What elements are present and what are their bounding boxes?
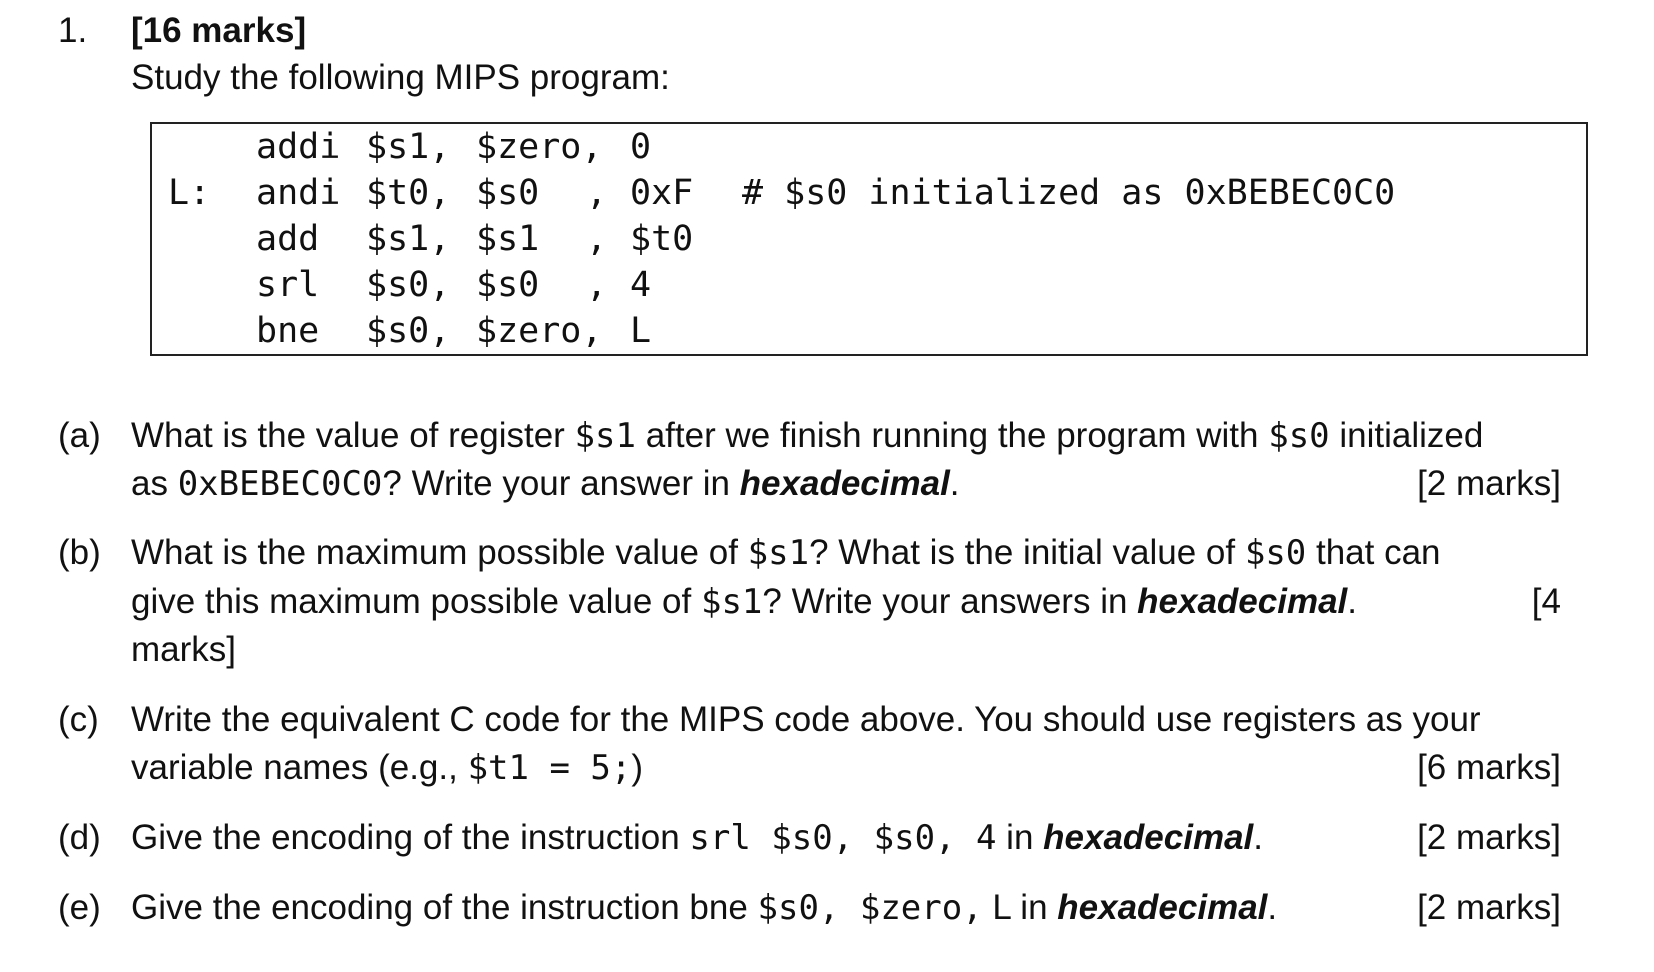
part-b-label: (b) (58, 533, 101, 572)
code-arg2: $zero, (476, 127, 603, 167)
part-a-text: initialized (1329, 416, 1484, 455)
part-c-label: (c) (58, 700, 99, 739)
part-c-line1: Write the equivalent C code for the MIPS code above. You should use registers as your (131, 700, 1481, 739)
part-a-label: (a) (58, 416, 101, 455)
code-op: andi (256, 173, 341, 213)
part-b-line1 (131, 533, 1441, 573)
code-arg1: $s0, (366, 311, 451, 351)
part-b-marks-end: marks] (131, 630, 236, 669)
part-a-line2 (131, 464, 960, 504)
code-arg2: $zero, (476, 311, 603, 351)
code-arg2: $s1 (476, 219, 540, 259)
code-arg3: 4 (630, 265, 652, 305)
part-e-marks: [2 marks] (1417, 888, 1561, 927)
code-arg2: $s0 (476, 173, 540, 213)
code-comma: , (586, 173, 608, 213)
part-d-marks: [2 marks] (1417, 818, 1561, 857)
part-d-line (131, 818, 1264, 858)
instruction-code: $s0, $zero, (757, 888, 983, 928)
part-a-text: after we finish running the program with (635, 416, 1269, 455)
part-a-text: . (949, 464, 960, 503)
code-arg3: 0 (630, 127, 652, 167)
part-d-text: Give the encoding of the instruction (131, 818, 690, 857)
part-b-marks-start: [4 (1531, 582, 1561, 621)
register-s0: $s0 (1244, 533, 1307, 573)
register-s1: $s1 (700, 582, 763, 622)
part-e-text: . (1267, 888, 1278, 927)
part-b-text: ? What is the initial value of (809, 533, 1245, 572)
part-c-text: ) (631, 748, 643, 787)
code-op: addi (256, 127, 341, 167)
question-intro: Study the following MIPS program: (131, 58, 670, 97)
code-arg1: $s0, (366, 265, 451, 305)
code-op: srl (256, 265, 320, 305)
register-s1: $s1 (574, 416, 636, 456)
question-marks: [16 marks] (131, 11, 307, 50)
code-comma: , (586, 219, 608, 259)
code-arg1: $t0, (366, 173, 451, 213)
instruction-code: srl $s0, $s0, 4 (689, 818, 997, 858)
part-a-text: What is the value of register (131, 416, 575, 455)
part-e-label: (e) (58, 888, 101, 927)
code-arg3: L (630, 311, 652, 351)
part-b-text: . (1347, 582, 1358, 621)
part-a-text: as (131, 464, 178, 503)
register-s1: $s1 (747, 533, 810, 573)
code-op: bne (256, 311, 320, 351)
initial-value: 0xBEBEC0C0 (177, 464, 383, 504)
part-b-text: What is the maximum possible value of (131, 533, 748, 572)
code-arg3: $t0 (630, 219, 694, 259)
example-code: $t1 = 5; (467, 748, 632, 788)
code-arg2: $s0 (476, 265, 540, 305)
part-e-text: L in (982, 888, 1058, 927)
code-arg1: $s1, (366, 127, 451, 167)
part-a-marks: [2 marks] (1417, 464, 1561, 503)
part-b-text: ? Write your answers in (762, 582, 1138, 621)
emphasis-hexadecimal: hexadecimal (1137, 582, 1348, 621)
part-c-marks: [6 marks] (1417, 748, 1561, 787)
code-comma: , (586, 265, 608, 305)
part-c-text: variable names (e.g., (131, 748, 468, 787)
question-number: 1. (58, 11, 88, 50)
code-label: L: (168, 173, 211, 213)
emphasis-hexadecimal: hexadecimal (1057, 888, 1268, 927)
part-a-text: ? Write your answer in (382, 464, 740, 503)
part-d-text: in (996, 818, 1044, 857)
part-a-line1 (131, 416, 1484, 456)
code-op: add (256, 219, 320, 259)
emphasis-hexadecimal: hexadecimal (1043, 818, 1254, 857)
part-b-text: give this maximum possible value of (131, 582, 701, 621)
part-b-line2 (131, 582, 1358, 622)
code-arg1: $s1, (366, 219, 451, 259)
code-comment: # $s0 initialized as 0xBEBEC0C0 (742, 173, 1396, 213)
part-e-text: Give the encoding of the instruction bne (131, 888, 758, 927)
part-b-text: that can (1306, 533, 1441, 572)
emphasis-hexadecimal: hexadecimal (739, 464, 950, 503)
part-e-line (131, 888, 1278, 928)
part-c-line2 (131, 748, 643, 788)
part-d-label: (d) (58, 818, 101, 857)
register-s0: $s0 (1268, 416, 1330, 456)
code-arg3: 0xF (630, 173, 694, 213)
part-d-text: . (1253, 818, 1264, 857)
